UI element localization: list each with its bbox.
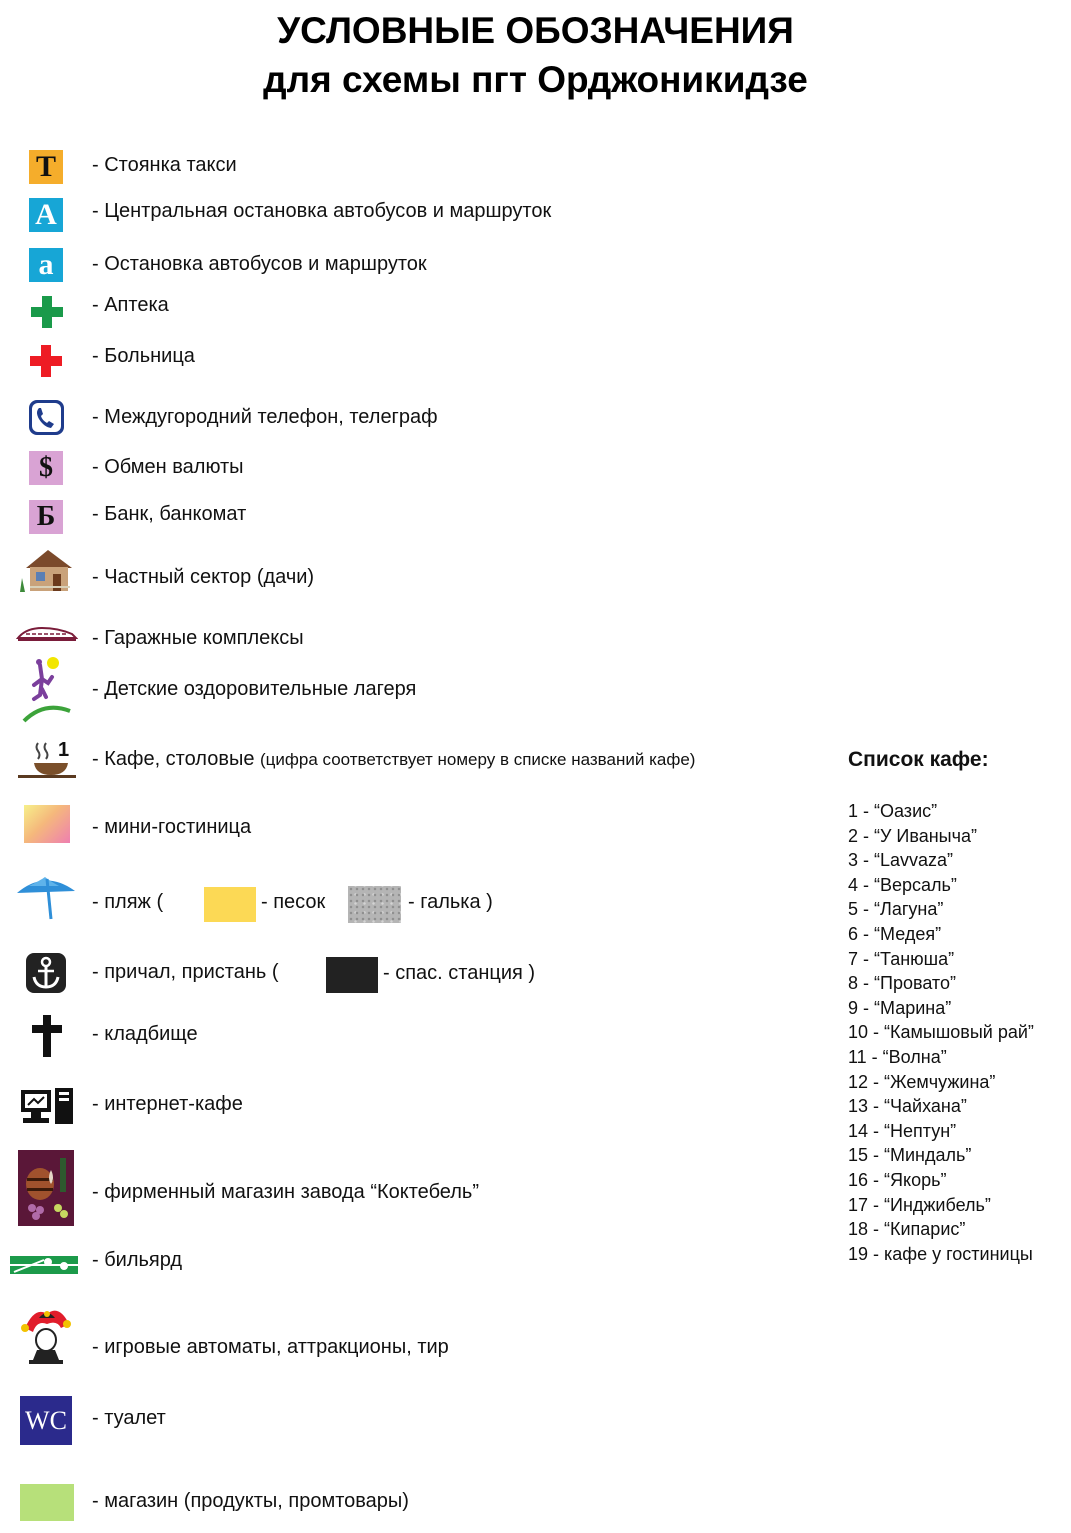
pebble-label: - галька ) [408,891,493,913]
pebble-swatch [348,886,401,923]
pharmacy-cross-icon [29,294,65,330]
legend-label-bank: - Банк, банкомат [92,503,247,525]
garage-icon [16,624,78,644]
legend-label-cemetery: - кладбище [92,1023,198,1045]
rescue-station-swatch [326,957,378,993]
house-icon [16,548,74,594]
taxi-icon: Т [29,150,63,184]
jester-icon [19,1308,73,1366]
bus-stop-icon: а [29,248,63,282]
cafe-list-item: 4 - “Версаль” [848,874,957,895]
legend-label-central-bus-stop: - Центральная остановка автобусов и маршруток [92,200,552,222]
legend-label-jester: - игровые автоматы, аттракционы, тир [92,1336,449,1358]
cafe-list-item: 17 - “Инджибель” [848,1194,991,1215]
cafe-list-item: 16 - “Якорь” [848,1169,947,1190]
cafe-list-item: 11 - “Волна” [848,1046,947,1067]
cafe-list-item: 10 - “Камышовый рай” [848,1022,1034,1043]
cafe-list-title: Список кафе: [848,748,989,771]
sand-label: - песок [261,891,326,913]
cafe-list [848,799,1034,1266]
cafe-list-item: 14 - “Нептун” [848,1120,957,1141]
hospital-cross-icon [28,343,64,379]
telephone-icon [28,399,65,436]
legend-label-cafe [92,747,695,772]
cafe-list-item: 2 - “У Иваныча” [848,825,978,846]
legend-label-mini-hotel: - мини-гостиница [92,816,252,838]
currency-exchange-icon: $ [29,451,63,485]
cafe-list-item: 18 - “Кипарис” [848,1219,966,1240]
legend-label-beach: - пляж ( [92,891,164,913]
legend-label-children-camp: - Детские оздоровительные лагеря [92,678,417,700]
central-bus-stop-icon: А [29,198,63,232]
wine-shop-icon [18,1150,74,1226]
cafe-list-item: 6 - “Медея” [848,923,942,944]
legend-label-billiards: - бильярд [92,1249,183,1271]
legend-label-wine-shop: - фирменный магазин завода “Коктебель” [92,1181,480,1203]
legend-label-taxi: - Стоянка такси [92,154,237,176]
mini-hotel-icon [24,805,70,843]
cafe-list-item: 12 - “Жемчужина” [848,1071,996,1092]
legend-label-anchor: - причал, пристань ( [92,961,279,983]
legend-label-garage: - Гаражные комплексы [92,627,304,649]
rescue-station-label: - спас. станция ) [383,962,536,984]
cafe-list-item: 7 - “Танюша” [848,948,955,969]
shop-swatch-icon [20,1484,74,1521]
cafe-list-item: 9 - “Марина” [848,997,952,1018]
legend-label-telephone: - Междугородний телефон, телеграф [92,406,438,428]
cafe-list-item: 19 - кафе у гостиницы [848,1243,1033,1264]
cafe-number-glyph: 1 [58,739,70,761]
legend-label-hospital: - Больница [92,345,195,367]
legend-label-pharmacy: - Аптека [92,294,169,316]
billiards-icon [8,1252,80,1278]
cafe-list-item: 1 - “Оазис” [848,801,938,821]
page-title-line1: УСЛОВНЫЕ ОБОЗНАЧЕНИЯ [277,10,794,51]
bank-icon: Б [29,500,63,534]
wc-icon: WC [20,1396,72,1445]
sand-swatch [204,887,256,922]
cafe-list-item: 15 - “Миндаль” [848,1145,972,1166]
legend-label-internet-cafe: - интернет-кафе [92,1093,243,1115]
legend-label-currency-exchange: - Обмен валюты [92,456,244,478]
legend-label-house: - Частный сектор (дачи) [92,566,315,588]
page-title-line2: для схемы пгт Орджоникидзе [263,59,808,100]
cafe-label-note: (цифра соответствует номеру в списке названий кафе) [260,750,696,769]
legend-label-bus-stop: - Остановка автобусов и маршруток [92,253,427,275]
anchor-icon [26,953,66,993]
cafe-list-item: 3 - “Lavvaza” [848,850,954,871]
legend-label-shop: - магазин (продукты, промтовары) [92,1490,409,1512]
cemetery-cross-icon [31,1015,63,1057]
children-camp-icon [20,655,72,723]
legend-label-wc: - туалет [92,1407,166,1429]
internet-cafe-icon [19,1086,75,1126]
cafe-label-main: - Кафе, столовые [92,748,260,770]
cafe-list-item: 8 - “Провато” [848,973,956,994]
cafe-list-item: 5 - “Лагуна” [848,899,944,920]
cafe-list-item: 13 - “Чайхана” [848,1096,967,1117]
beach-umbrella-icon [15,871,77,921]
